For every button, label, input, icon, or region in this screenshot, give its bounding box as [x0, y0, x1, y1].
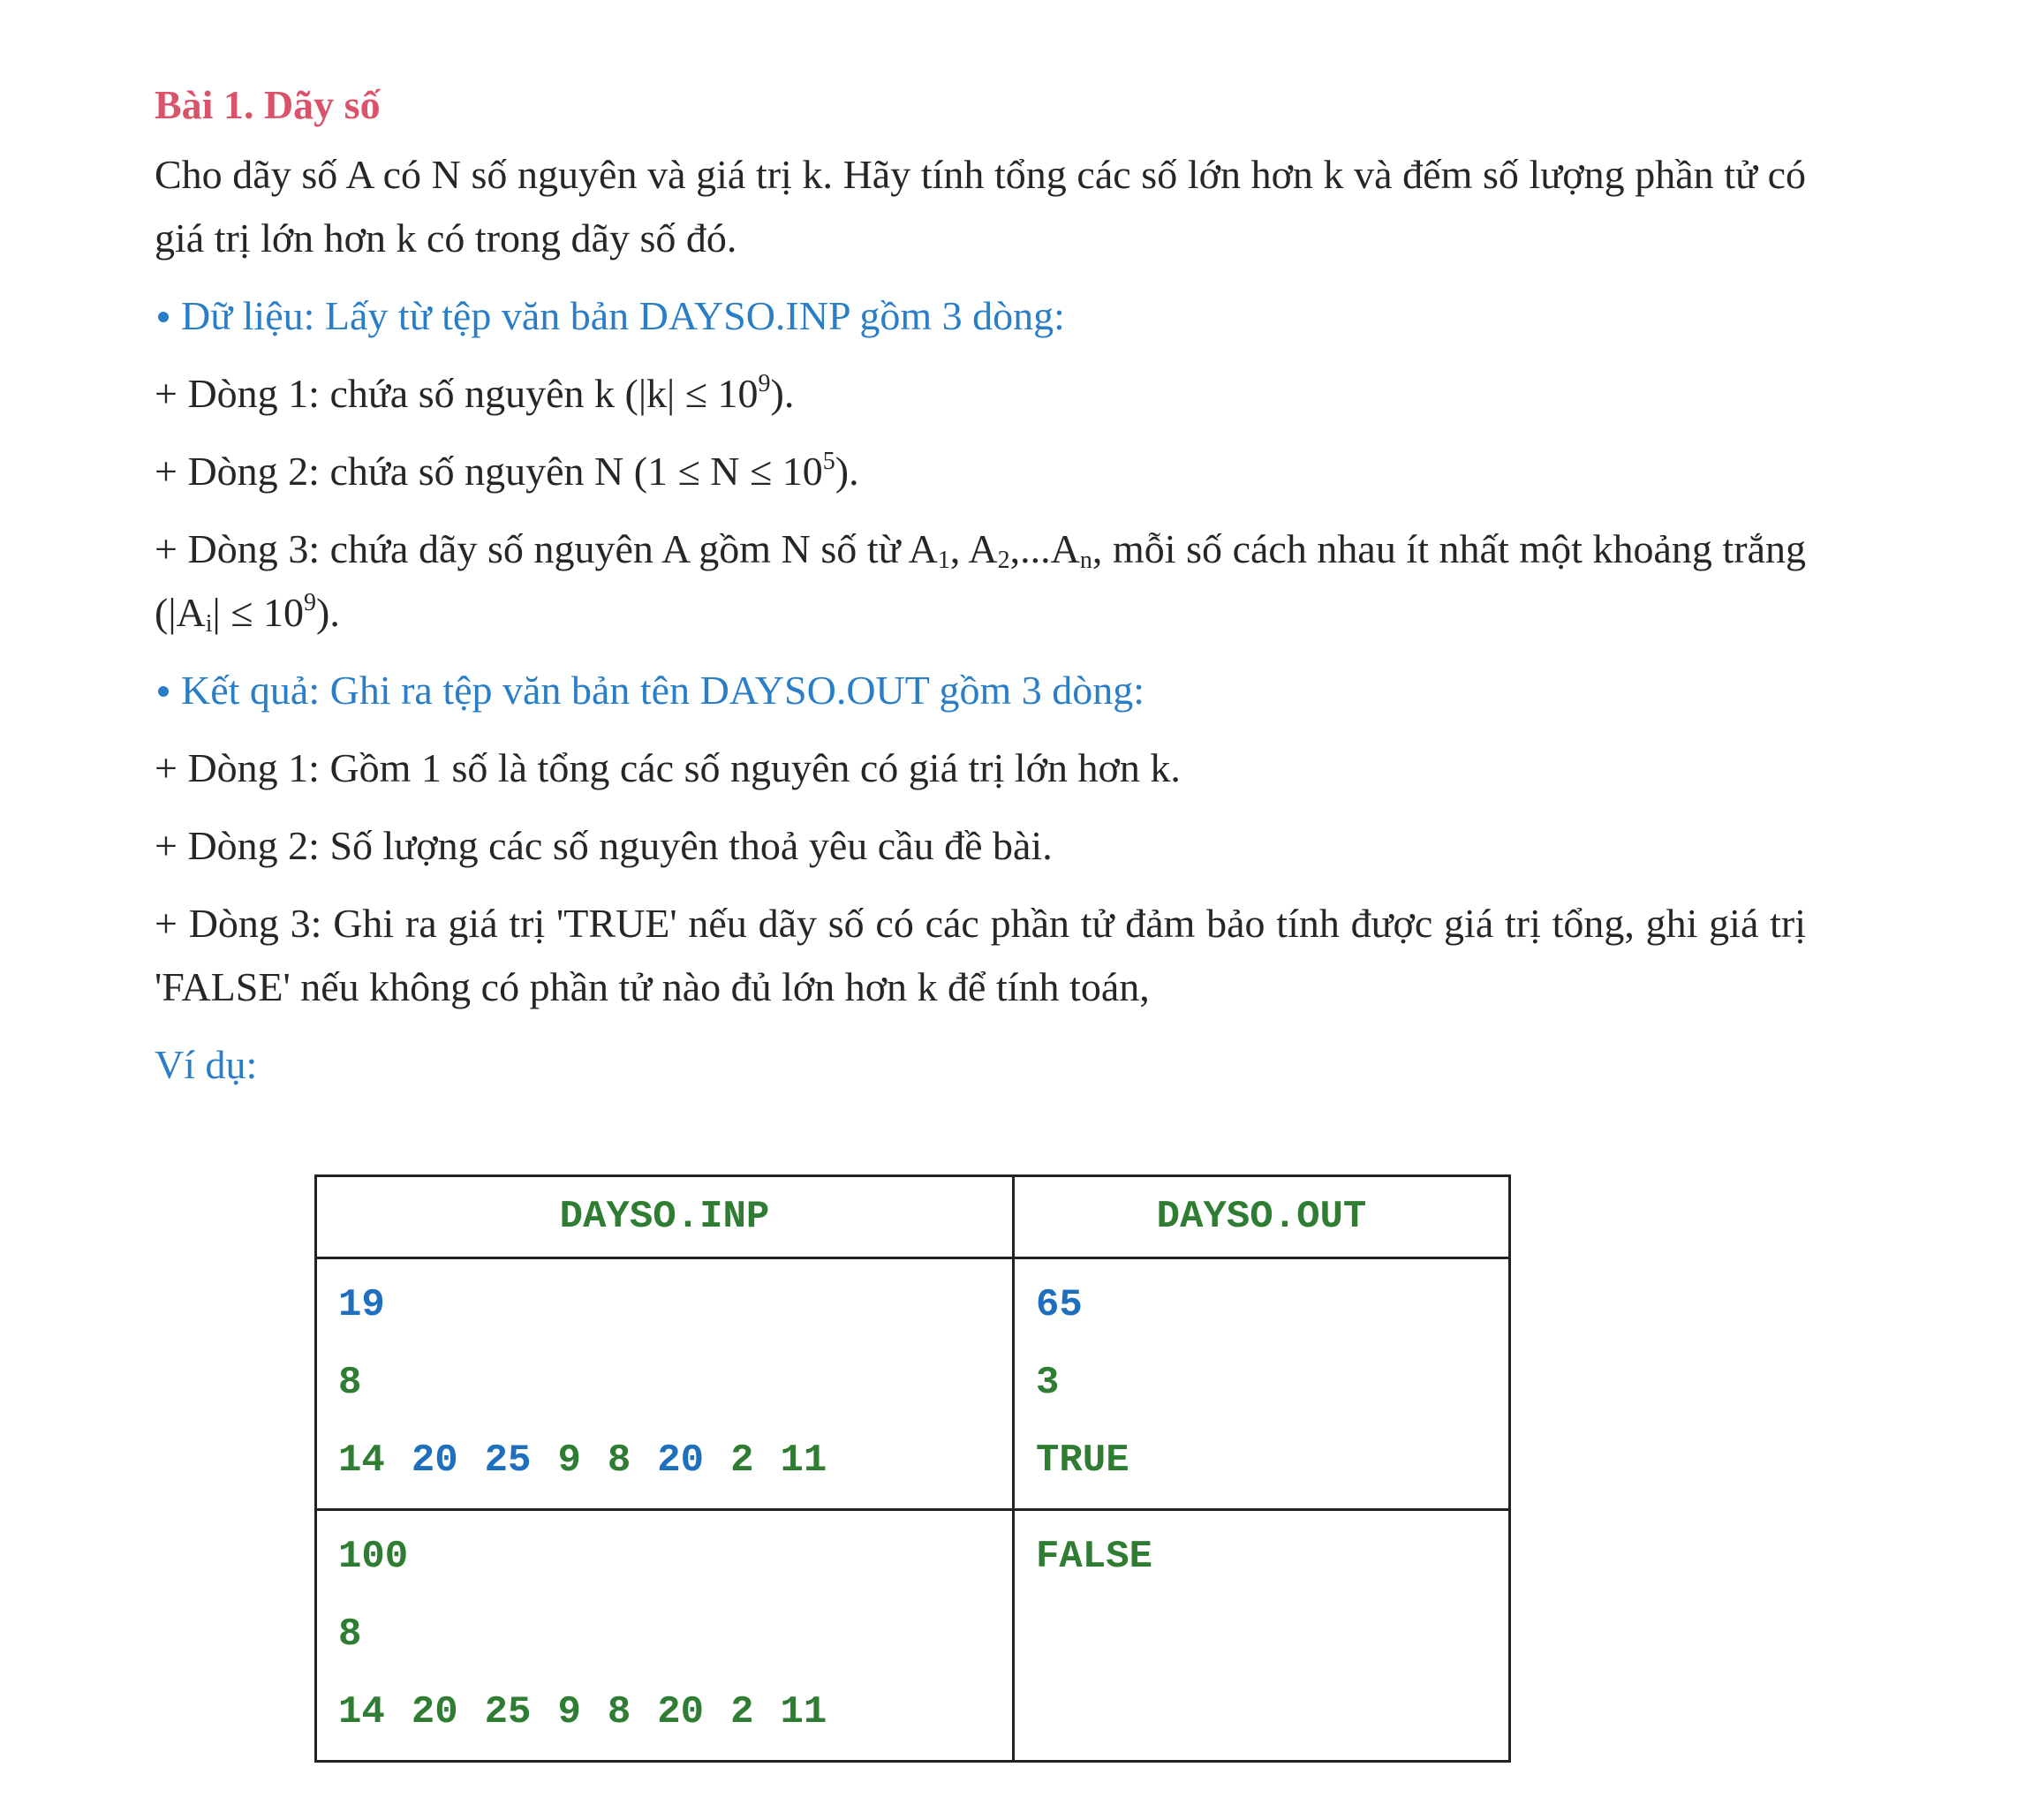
input-line-2-end: ).: [835, 449, 859, 494]
input-cell: [316, 1258, 1014, 1510]
problem-page: [155, 71, 1806, 1097]
input-line-3-text: , mỗi số cách nhau ít nhất một khoảng trắng (|A: [155, 526, 1806, 635]
table-row: [316, 1510, 1510, 1762]
input-array: [338, 1673, 991, 1751]
subscript: i: [205, 610, 213, 638]
input-line-3-text: + Dòng 3: chứa dãy số nguyên A gồm N số từ A: [155, 526, 938, 571]
array-value: 9: [557, 1690, 581, 1734]
input-line-3: [155, 517, 1806, 645]
array-value: 20: [657, 1439, 705, 1483]
array-value: 25: [484, 1690, 532, 1734]
subscript: 2: [997, 547, 1010, 574]
input-line-3-text: ,...A: [1009, 526, 1080, 571]
table-header-row: [316, 1176, 1510, 1258]
output-count: 3: [1036, 1361, 1060, 1405]
exponent: 9: [758, 370, 771, 397]
array-value: 20: [411, 1439, 458, 1483]
example-label: Ví dụ:: [155, 1042, 258, 1087]
problem-title: Bài 1. Dãy số: [155, 82, 381, 127]
array-value: 14: [338, 1439, 385, 1483]
exponent: 5: [822, 448, 835, 475]
array-value: 20: [657, 1690, 705, 1734]
subscript: 1: [937, 547, 950, 574]
array-value: 9: [557, 1439, 581, 1483]
output-heading: [155, 659, 1806, 722]
bullet-icon: [158, 686, 169, 697]
output-cell: [1014, 1258, 1510, 1510]
input-heading-text: Dữ liệu: Lấy từ tệp văn bản DAYSO.INP gồm 3 dòng:: [181, 293, 1065, 338]
array-value: 11: [780, 1439, 827, 1483]
output-line-1: + Dòng 1: Gồm 1 số là tổng các số nguyên có giá trị lớn hơn k.: [155, 745, 1181, 790]
input-array: [338, 1422, 991, 1499]
array-value: 2: [730, 1439, 754, 1483]
problem-statement: Cho dãy số A có N số nguyên và giá trị k. Hãy tính tổng các số lớn hơn k và đếm số lượng phần tử có giá trị lớn hơn k có trong dãy số đó.: [155, 152, 1806, 261]
input-line-2-text: + Dòng 2: chứa số nguyên N (1 ≤ N ≤ 10: [155, 449, 823, 494]
array-value: 8: [607, 1439, 631, 1483]
output-heading-text: Kết quả: Ghi ra tệp văn bản tên DAYSO.OUT gồm 3 dòng:: [181, 668, 1145, 713]
output-line-3: + Dòng 3: Ghi ra giá trị 'TRUE' nếu dãy số có các phần tử đảm bảo tính được giá trị tổng, ghi giá trị 'FALSE' nếu không có phần tử nào đủ lớn hơn k để tính toán,: [155, 901, 1806, 1009]
input-cell: [316, 1510, 1014, 1762]
array-value: 11: [780, 1690, 827, 1734]
output-cell: [1014, 1510, 1510, 1762]
input-line-3-end: ).: [316, 590, 340, 635]
input-line-2: [155, 440, 1806, 503]
input-line-1-end: ).: [770, 371, 795, 416]
header-output-file: DAYSO.OUT: [1014, 1176, 1510, 1258]
input-line-3-text: , A: [949, 526, 998, 571]
output-sum: 65: [1036, 1283, 1083, 1327]
input-line-1: [155, 362, 1806, 426]
array-value: 25: [484, 1439, 532, 1483]
subscript: n: [1079, 547, 1092, 574]
exponent: 9: [304, 589, 316, 616]
input-line-3-text: | ≤ 10: [212, 590, 304, 635]
bullet-icon: [158, 312, 169, 322]
input-k: 19: [338, 1283, 385, 1327]
input-line-1-text: + Dòng 1: chứa số nguyên k (|k| ≤ 10: [155, 371, 759, 416]
header-input-file: DAYSO.INP: [316, 1176, 1014, 1258]
input-n: 8: [338, 1612, 362, 1657]
array-value: 20: [411, 1690, 458, 1734]
output-flag: TRUE: [1036, 1439, 1129, 1483]
input-n: 8: [338, 1361, 362, 1405]
example-table: [314, 1174, 1511, 1763]
array-value: 8: [607, 1690, 631, 1734]
output-line-2: + Dòng 2: Số lượng các số nguyên thoả yêu cầu đề bài.: [155, 823, 1053, 868]
output-flag: FALSE: [1036, 1535, 1153, 1579]
array-value: 2: [730, 1690, 754, 1734]
table-row: [316, 1258, 1510, 1510]
input-heading: [155, 284, 1806, 348]
array-value: 14: [338, 1690, 385, 1734]
input-k: 100: [338, 1535, 409, 1579]
